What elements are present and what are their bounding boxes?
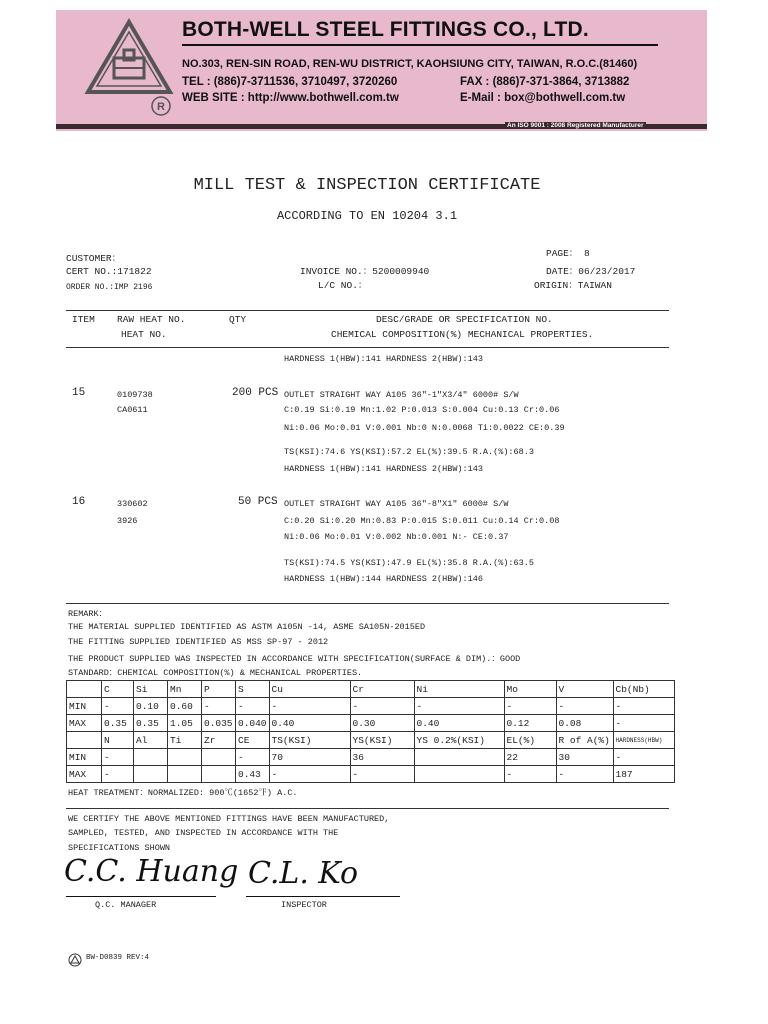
table-cell: - (414, 698, 504, 715)
table-cell: 1.05 (168, 715, 202, 732)
remark-top-rule (66, 603, 669, 604)
origin: ORIGIN：TAIWAN (534, 280, 612, 291)
table-cell: YS 0.2%(KSI) (414, 732, 504, 749)
prev-hardness-line: HARDNESS 1(HBW):141 HARDNESS 2(HBW):143 (284, 354, 483, 364)
customer-label: CUSTOMER： (66, 253, 122, 264)
header-top-rule (66, 310, 669, 311)
table-cell: 0.43 (236, 766, 270, 783)
certificate-title: MILL TEST & INSPECTION CERTIFICATE (193, 176, 541, 195)
table-cell: P (202, 681, 236, 698)
column-desc: DESC/GRADE OR SPECIFICATION NO. (376, 314, 553, 325)
remark-line: THE MATERIAL SUPPLIED IDENTIFIED AS ASTM A105N -14, ASME SA105N-2015ED (68, 622, 426, 632)
column-raw-heat: RAW HEAT NO. (117, 314, 186, 325)
table-cell (134, 766, 168, 783)
table-cell: 0.35 (134, 715, 168, 732)
column-qty: QTY (229, 314, 247, 325)
table-cell: Ti (168, 732, 202, 749)
item-number: 16 (72, 496, 86, 508)
column-item: ITEM (72, 314, 95, 325)
table-cell: 30 (556, 749, 613, 766)
company-name-underline (182, 44, 658, 46)
table-cell (168, 749, 202, 766)
table-cell (134, 749, 168, 766)
heat-treatment: HEAT TREATMENT：NORMALIZED: 900℃(1652℉) A.C. (68, 788, 298, 798)
table-cell: - (556, 698, 613, 715)
inspector-label: INSPECTOR (281, 900, 327, 910)
table-cell: 0.35 (102, 715, 134, 732)
table-cell: - (504, 698, 556, 715)
table-cell: 187 (613, 766, 674, 783)
raw-heat-number: 0109738 (117, 390, 153, 400)
table-cell: TS(KSI) (269, 732, 350, 749)
qc-manager-label: Q.C. MANAGER (95, 900, 157, 910)
company-website: WEB SITE : http://www.bothwell.com.tw (182, 92, 399, 104)
certify-line: SPECIFICATIONS SHOWN (68, 843, 171, 853)
quantity: 200 PCS (232, 387, 279, 399)
certificate-subtitle: ACCORDING TO EN 10204 3.1 (276, 209, 458, 223)
item-description: OUTLET STRAIGHT WAY A105 36"-1"X3/4" 6000# S/W (284, 390, 519, 400)
chemistry-line-1: C:0.19 Si:0.19 Mn:1.02 P:0.013 S:0.004 Cu:0.13 Cr:0.06 (284, 405, 560, 415)
company-email: E-Mail : box@bothwell.com.tw (460, 92, 626, 104)
page-number: PAGE： 8 (546, 248, 590, 259)
qc-manager-signature: C.C. Huang (64, 854, 239, 889)
table-cell: S (236, 681, 270, 698)
company-fax: FAX : (886)7-371-3864, 3713882 (460, 76, 630, 88)
table-cell: CE (236, 732, 270, 749)
table-cell: HARDNESS(HBW) (613, 732, 674, 749)
heat-number: 3926 (117, 516, 138, 526)
table-cell (202, 749, 236, 766)
table-cell: - (613, 749, 674, 766)
table-cell (202, 766, 236, 783)
table-cell: - (236, 749, 270, 766)
table-cell: - (556, 766, 613, 783)
certificate-date: DATE：06/23/2017 (546, 266, 636, 277)
table-cell: - (269, 698, 350, 715)
table-cell: - (102, 749, 134, 766)
quantity: 50 PCS (238, 496, 278, 508)
table-cell: 22 (504, 749, 556, 766)
table-cell: 0.30 (350, 715, 414, 732)
order-number: ORDER NO.:IMP 2196 (66, 283, 153, 292)
lc-number: L/C NO.： (318, 280, 368, 291)
table-row (67, 766, 675, 783)
table-cell: MIN (67, 698, 102, 715)
certify-line: WE CERTIFY THE ABOVE MENTIONED FITTINGS HAVE BEEN MANUFACTURED, (68, 814, 390, 824)
table-cell: MIN (67, 749, 102, 766)
standard-table (66, 680, 675, 783)
table-cell: MAX (67, 715, 102, 732)
certify-line: SAMPLED, TESTED, AND INSPECTED IN ACCORDANCE WITH THE (68, 828, 339, 838)
table-cell: Cr (350, 681, 414, 698)
table-cell (168, 766, 202, 783)
remark-label: REMARK： (68, 609, 108, 619)
mechanical-properties: TS(KSI):74.6 YS(KSI):57.2 EL(%):39.5 R.A.(%):68.3 (284, 447, 534, 457)
table-cell: 0.60 (168, 698, 202, 715)
table-row (67, 749, 675, 766)
table-cell (414, 749, 504, 766)
table-cell (414, 766, 504, 783)
table-row (67, 715, 675, 732)
chemistry-line-1: C:0.20 Si:0.20 Mn:0.83 P:0.015 S:0.011 Cu:0.14 Cr:0.08 (284, 516, 560, 526)
iso-registration: An ISO 9001 : 2008 Registered Manufacturer (507, 122, 644, 129)
svg-text:R: R (157, 101, 165, 113)
table-cell: Mo (504, 681, 556, 698)
company-tel: TEL : (886)7-3711536, 3710497, 3720260 (182, 76, 398, 88)
table-cell: - (613, 715, 674, 732)
invoice-number: INVOICE NO.：5200009940 (300, 266, 430, 277)
table-cell: C (102, 681, 134, 698)
table-cell: - (269, 766, 350, 783)
table-cell: N (102, 732, 134, 749)
table-cell: 0.40 (414, 715, 504, 732)
table-cell: YS(KSI) (350, 732, 414, 749)
qc-signature-line (66, 896, 216, 897)
item-number: 15 (72, 387, 86, 399)
table-cell: V (556, 681, 613, 698)
chemistry-line-2: Ni:0.06 Mo:0.01 V:0.002 Nb:0.001 N:- CE:0.37 (284, 532, 509, 542)
table-cell: Zr (202, 732, 236, 749)
remark-line: THE FITTING SUPPLIED IDENTIFIED AS MSS SP-97 - 2012 (68, 637, 329, 647)
table-row (67, 732, 675, 749)
table-cell: - (613, 698, 674, 715)
table-cell: Ni (414, 681, 504, 698)
table-cell (67, 681, 102, 698)
company-name: BOTH-WELL STEEL FITTINGS CO., LTD. (182, 18, 589, 41)
chemistry-line-2: Ni:0.06 Mo:0.01 V:0.001 Nb:0 N:0.0068 Ti:0.0022 CE:0.39 (284, 423, 565, 433)
table-cell: - (102, 698, 134, 715)
table-cell: 0.12 (504, 715, 556, 732)
table-cell: 0.08 (556, 715, 613, 732)
table-cell: 0.040 (236, 715, 270, 732)
table-cell: EL(%) (504, 732, 556, 749)
table-cell: - (202, 698, 236, 715)
certify-top-rule (66, 808, 669, 809)
item-description: OUTLET STRAIGHT WAY A105 36"-8"X1" 6000# S/W (284, 499, 509, 509)
table-cell: Al (134, 732, 168, 749)
form-number: BW-D0839 REV:4 (86, 954, 150, 962)
table-cell: R of A(%) (556, 732, 613, 749)
table-cell: Cb(Nb) (613, 681, 674, 698)
table-cell: 0.10 (134, 698, 168, 715)
inspector-signature: C.L. Ko (248, 856, 359, 891)
raw-heat-number: 330602 (117, 499, 148, 509)
hardness-line: HARDNESS 1(HBW):141 HARDNESS 2(HBW):143 (284, 464, 483, 474)
table-cell: 70 (269, 749, 350, 766)
table-cell: - (350, 698, 414, 715)
inspector-signature-line (246, 896, 400, 897)
table-cell: 0.40 (269, 715, 350, 732)
table-cell: - (504, 766, 556, 783)
registered-mark-icon (150, 95, 172, 117)
hardness-line: HARDNESS 1(HBW):144 HARDNESS 2(HBW):146 (284, 574, 483, 584)
footer-logo-icon (68, 953, 82, 967)
table-cell: MAX (67, 766, 102, 783)
remark-line: THE PRODUCT SUPPLIED WAS INSPECTED IN ACCORDANCE WITH SPECIFICATION(SURFACE & DIM).：GOOD (68, 654, 521, 664)
table-cell: - (350, 766, 414, 783)
company-address: NO.303, REN-SIN ROAD, REN-WU DISTRICT, KAOHSIUNG CITY, TAIWAN, R.O.C.(81460) (182, 58, 638, 70)
table-cell: - (102, 766, 134, 783)
table-cell (67, 732, 102, 749)
mechanical-properties: TS(KSI):74.5 YS(KSI):47.9 EL(%):35.8 R.A.(%):63.5 (284, 558, 534, 568)
table-cell: Cu (269, 681, 350, 698)
column-chem: CHEMICAL COMPOSITION(%) MECHANICAL PROPERTIES. (331, 329, 594, 340)
column-heat: HEAT NO. (121, 329, 167, 340)
table-row (67, 698, 675, 715)
table-cell: Si (134, 681, 168, 698)
remark-line: STANDARD：CHEMICAL COMPOSITION(%) & MECHANICAL PROPERTIES. (68, 668, 363, 678)
table-cell: 36 (350, 749, 414, 766)
table-cell: 0.035 (202, 715, 236, 732)
cert-number: CERT NO.:171822 (66, 266, 152, 277)
heat-number: CA0611 (117, 405, 148, 415)
table-cell: Mn (168, 681, 202, 698)
table-cell: - (236, 698, 270, 715)
table-row (67, 681, 675, 698)
header-bottom-rule (66, 347, 669, 348)
company-logo-icon (84, 18, 174, 100)
